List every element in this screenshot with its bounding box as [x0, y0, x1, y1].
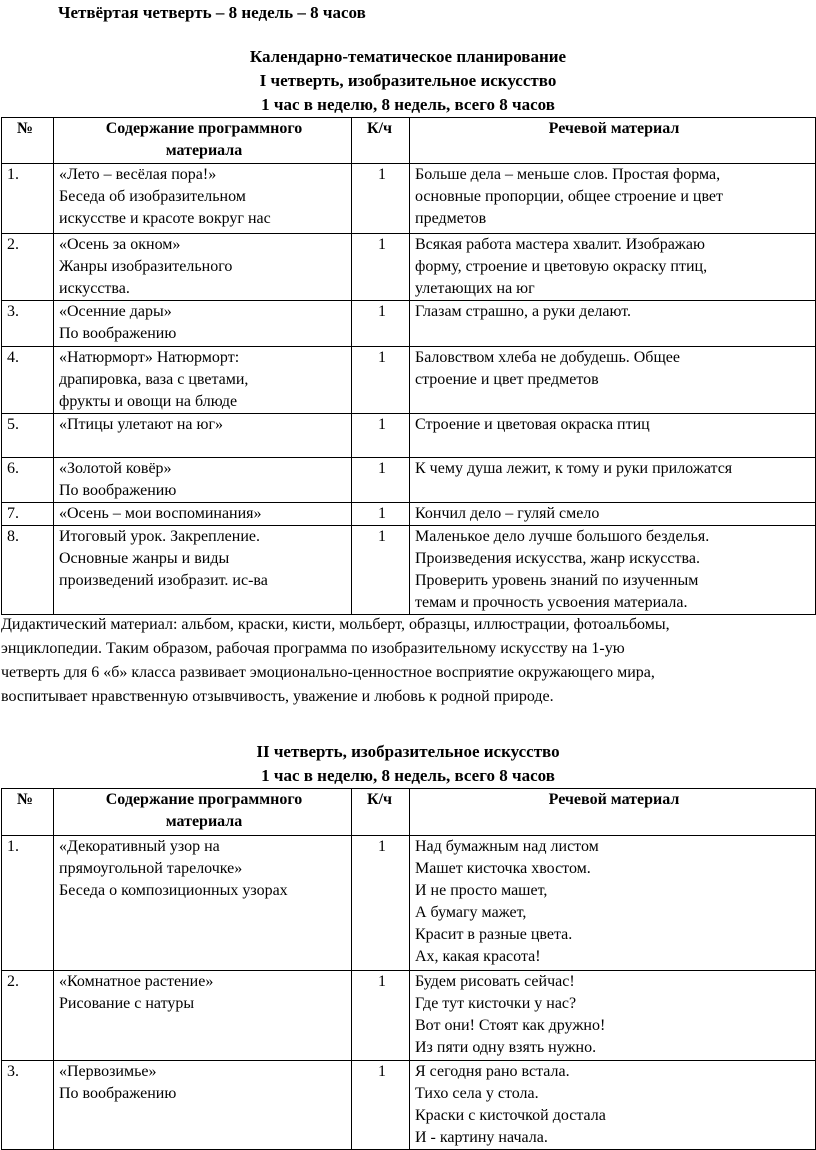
quarter2-subtitle: 1 час в неделю, 8 недель, всего 8 часов — [261, 766, 555, 785]
table-row — [2, 301, 816, 347]
speech-line: основные пропорции, общее строение и цвет — [415, 188, 723, 205]
row-content — [54, 301, 352, 347]
speech-line: Из пяти одну взять нужно. — [415, 1039, 597, 1056]
speech-line: Баловством хлеба не добудешь. Общее — [415, 349, 680, 366]
column-header-content-line: материала — [165, 813, 243, 830]
speech-line: Тихо села у стола. — [415, 1085, 539, 1102]
speech-line: Над бумажным над листом — [415, 838, 599, 855]
speech-line: строение и цвет предметов — [415, 371, 599, 388]
planning-title: Календарно-тематическое планирование — [249, 47, 567, 66]
column-header-content-line: Содержание программного — [105, 791, 303, 808]
content-line: Беседа о композиционных узорах — [59, 882, 288, 899]
speech-line: Строение и цветовая окраска птиц — [415, 416, 650, 433]
content-line: «Осенние дары» — [59, 303, 172, 320]
row-hours: 1 — [352, 503, 410, 526]
row-content — [54, 526, 352, 615]
quarter2-table — [1, 788, 816, 1150]
row-speech — [410, 503, 816, 526]
content-line: прямоугольной тарелочке» — [59, 860, 243, 877]
row-hours: 1 — [352, 164, 410, 234]
content-line: По воображению — [59, 1085, 177, 1102]
row-hours: 1 — [352, 347, 410, 414]
speech-line: предметов — [415, 210, 487, 227]
speech-line: Произведения искусства, жанр искусства. — [415, 550, 700, 567]
table-row — [2, 526, 816, 615]
row-speech — [410, 301, 816, 347]
speech-line: Маленькое дело лучше большого безделья. — [415, 528, 710, 545]
table-row — [2, 347, 816, 414]
row-speech — [410, 164, 816, 234]
content-line: Жанры изобразительного — [59, 258, 233, 275]
row-hours: 1 — [352, 234, 410, 301]
content-line: «Комнатное растение» — [59, 973, 214, 990]
row-number: 5. — [2, 414, 54, 458]
content-line: Итоговый урок. Закрепление. — [59, 528, 261, 545]
row-content — [54, 971, 352, 1061]
table-header-row — [2, 118, 816, 164]
quarter1-title: I четверть, изобразительное искусство — [259, 71, 557, 90]
row-speech — [410, 526, 816, 615]
row-number: 4. — [2, 347, 54, 414]
speech-line: Вот они! Стоят как дружно! — [415, 1017, 606, 1034]
content-line: «Первозимье» — [59, 1063, 157, 1080]
speech-line: Я сегодня рано встала. — [415, 1063, 570, 1080]
row-content — [54, 234, 352, 301]
speech-line: Будем рисовать сейчас! — [415, 973, 575, 990]
row-hours: 1 — [352, 414, 410, 458]
table-row — [2, 836, 816, 971]
table-row — [2, 503, 816, 526]
row-number: 8. — [2, 526, 54, 615]
speech-line: темам и прочность усвоения материала. — [415, 594, 688, 611]
content-line: искусстве и красоте вокруг нас — [59, 210, 271, 227]
row-content — [54, 836, 352, 971]
row-speech — [410, 347, 816, 414]
column-header-content-line: материала — [165, 142, 243, 159]
row-hours: 1 — [352, 836, 410, 971]
speech-line: форму, строение и цветовую окраску птиц, — [415, 258, 708, 275]
speech-line: Машет кисточка хвостом. — [415, 860, 591, 877]
column-header-hours: К/ч — [352, 118, 410, 164]
speech-line: Краски с кисточкой достала — [415, 1107, 606, 1124]
row-number: 7. — [2, 503, 54, 526]
column-header-content — [54, 789, 352, 836]
row-hours: 1 — [352, 458, 410, 503]
row-content — [54, 503, 352, 526]
row-hours: 1 — [352, 301, 410, 347]
content-line: «Натюрморт» Натюрморт: — [59, 349, 240, 366]
content-line: По воображению — [59, 482, 177, 499]
paragraph-line: энциклопедии. Таким образом, рабочая программа по изобразительному искусству на 1-ую — [1, 640, 625, 657]
top-heading: Четвёртая четверть – 8 недель – 8 часов — [58, 3, 366, 22]
row-speech — [410, 1061, 816, 1150]
content-line: «Птицы улетают на юг» — [59, 416, 224, 433]
speech-line: улетающих на юг — [415, 280, 535, 297]
table-row — [2, 458, 816, 503]
speech-line: К чему душа лежит, к тому и руки приложатся — [415, 460, 733, 477]
row-speech — [410, 414, 816, 458]
speech-line: Всякая работа мастера хвалит. Изображаю — [415, 236, 705, 253]
content-line: «Золотой ковёр» — [59, 460, 172, 477]
row-speech — [410, 458, 816, 503]
row-hours: 1 — [352, 1061, 410, 1150]
column-header-speech: Речевой материал — [410, 118, 816, 164]
content-line: произведений изобразит. ис-ва — [59, 572, 268, 589]
content-line: «Декоративный узор на — [59, 838, 220, 855]
column-header-num: № — [2, 118, 54, 164]
speech-line: А бумагу мажет, — [415, 904, 527, 921]
speech-line: Глазам страшно, а руки делают. — [415, 303, 632, 320]
speech-line: И не просто машет, — [415, 882, 548, 899]
content-line: драпировка, ваза с цветами, — [59, 371, 249, 388]
row-speech — [410, 234, 816, 301]
content-line: искусства. — [59, 280, 130, 297]
quarter1-table — [1, 117, 816, 615]
row-hours: 1 — [352, 971, 410, 1061]
paragraph-line: четверть для 6 «б» класса развивает эмоционально-ценностное восприятие окружающего мира, — [1, 664, 655, 681]
column-header-num: № — [2, 789, 54, 836]
row-content — [54, 347, 352, 414]
column-header-hours: К/ч — [352, 789, 410, 836]
row-content — [54, 164, 352, 234]
content-line: фрукты и овощи на блюде — [59, 393, 238, 410]
content-line: «Лето – весёлая пора!» — [59, 166, 217, 183]
speech-line: Ах, какая красота! — [415, 948, 541, 965]
speech-line: Больше дела – меньше слов. Простая форма, — [415, 166, 721, 183]
row-content — [54, 458, 352, 503]
row-content — [54, 414, 352, 458]
row-number: 6. — [2, 458, 54, 503]
row-content — [54, 1061, 352, 1150]
column-header-content — [54, 118, 352, 164]
table-row — [2, 971, 816, 1061]
table-header-row — [2, 789, 816, 836]
quarter1-subtitle: 1 час в неделю, 8 недель, всего 8 часов — [261, 95, 555, 114]
speech-line: Проверить уровень знаний по изученным — [415, 572, 699, 589]
column-header-content-line: Содержание программного — [105, 120, 303, 137]
row-number: 2. — [2, 234, 54, 301]
row-speech — [410, 971, 816, 1061]
content-line: «Осень – мои воспоминания» — [59, 505, 262, 522]
row-speech — [410, 836, 816, 971]
didactic-paragraph — [1, 613, 815, 709]
speech-line: Красит в разные цвета. — [415, 926, 573, 943]
table-row — [2, 1061, 816, 1150]
content-line: По воображению — [59, 325, 177, 342]
row-hours: 1 — [352, 526, 410, 615]
paragraph-line: воспитывает нравственную отзывчивость, уважение и любовь к родной природе. — [1, 688, 554, 705]
content-line: Беседа об изобразительном — [59, 188, 246, 205]
speech-line: Кончил дело – гуляй смело — [415, 505, 600, 522]
table-row — [2, 164, 816, 234]
row-number: 1. — [2, 164, 54, 234]
quarter2-title: II четверть, изобразительное искусство — [256, 742, 560, 761]
row-number: 3. — [2, 1061, 54, 1150]
speech-line: Где тут кисточки у нас? — [415, 995, 577, 1012]
content-line: Рисование с натуры — [59, 995, 195, 1012]
paragraph-line: Дидактический материал: альбом, краски, кисти, мольберт, образцы, иллюстрации, фотоальбомы, — [1, 616, 670, 633]
row-number: 1. — [2, 836, 54, 971]
table-row — [2, 414, 816, 458]
content-line: Основные жанры и виды — [59, 550, 230, 567]
row-number: 3. — [2, 301, 54, 347]
column-header-speech: Речевой материал — [410, 789, 816, 836]
content-line: «Осень за окном» — [59, 236, 181, 253]
speech-line: И - картину начала. — [415, 1129, 548, 1146]
table-row — [2, 234, 816, 301]
row-number: 2. — [2, 971, 54, 1061]
